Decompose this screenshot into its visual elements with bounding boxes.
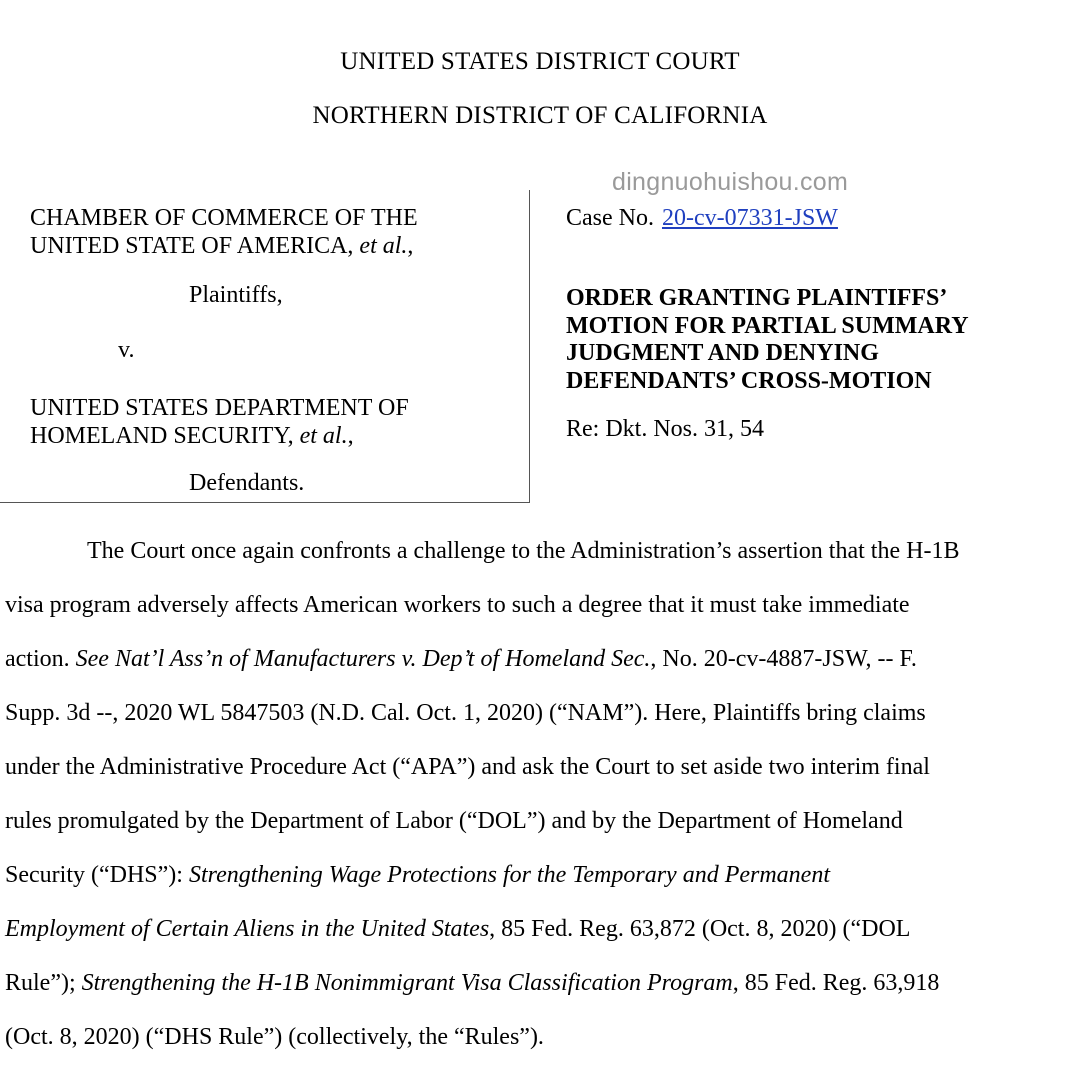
plaintiff-comma: , [407, 233, 414, 259]
body-line-7 [5, 848, 1077, 902]
defendant-name [30, 394, 409, 450]
body-line-5: under the Administrative Procedure Act (“APA”) and ask the Court to set aside two interim final [5, 754, 930, 780]
defendant-line-1: UNITED STATES DEPARTMENT OF [30, 395, 409, 421]
defendant-line-2: HOMELAND SECURITY, [30, 423, 300, 449]
docket-reference: Re: Dkt. Nos. 31, 54 [566, 416, 764, 442]
dol-rule-title-part-2: Employment of Certain Aliens in the United States [5, 916, 490, 942]
plaintiff-et-al: et al. [359, 233, 408, 259]
plaintiff-line-1: CHAMBER OF COMMERCE OF THE [30, 205, 418, 231]
body-line-1: The Court once again confronts a challenge to the Administration’s assertion that the H-1B [87, 538, 960, 564]
citation-nam-case: See Nat’l Ass’n of Manufacturers v. Dep’t of Homeland Sec. [75, 646, 651, 672]
court-name: UNITED STATES DISTRICT COURT [340, 48, 740, 75]
defendant-et-al: et al. [299, 423, 348, 449]
versus-label: v. [118, 337, 135, 363]
body-line-2: visa program adversely affects American workers to such a degree that it must take immediate [5, 592, 910, 618]
plaintiffs-label: Plaintiffs, [189, 282, 283, 308]
body-line-8-b: , 85 Fed. Reg. 63,872 (Oct. 8, 2020) (“DOL [489, 916, 911, 942]
body-line-6: rules promulgated by the Department of Labor (“DOL”) and by the Department of Homeland [5, 808, 903, 834]
body-line-9-a: Rule”); [5, 970, 82, 996]
defendants-label: Defendants. [189, 470, 305, 496]
order-title-line-4: DEFENDANTS’ CROSS-MOTION [566, 367, 932, 394]
dol-rule-title-part-1: Strengthening Wage Protections for the Temporary and Permanent [188, 862, 831, 888]
body-line-7-a: Security (“DHS”): [5, 862, 189, 888]
order-body-paragraph [5, 524, 1077, 1064]
defendant-comma: , [347, 423, 354, 449]
order-title-line-2: MOTION FOR PARTIAL SUMMARY [566, 312, 969, 339]
order-title [566, 285, 1066, 395]
dhs-rule-title: Strengthening the H-1B Nonimmigrant Visa Classification Program [81, 970, 733, 996]
plaintiff-name [30, 204, 418, 260]
body-line-8 [5, 902, 1077, 956]
body-line-4: Supp. 3d --, 2020 WL 5847503 (N.D. Cal. Oct. 1, 2020) (“NAM”). Here, Plaintiffs bring claims [5, 700, 926, 726]
body-line-3 [5, 632, 1077, 686]
case-number-link[interactable]: 20-cv-07331-JSW [661, 205, 838, 231]
watermark-text: dingnuohuishou.com [612, 168, 849, 196]
order-title-line-3: JUDGMENT AND DENYING [566, 340, 879, 366]
body-line-10: (Oct. 8, 2020) (“DHS Rule”) (collectively, the “Rules”). [5, 1024, 544, 1050]
body-line-9 [5, 956, 1077, 1010]
plaintiff-line-2: UNITED STATE OF AMERICA, [30, 233, 360, 259]
body-line-3-a: action. [5, 646, 76, 672]
case-number-line [566, 204, 838, 232]
case-number-label: Case No. [566, 205, 654, 231]
body-line-3-b: , No. 20-cv-4887-JSW, -- F. [650, 646, 917, 672]
order-title-line-1: ORDER GRANTING PLAINTIFFS’ [566, 285, 948, 311]
court-district: NORTHERN DISTRICT OF CALIFORNIA [312, 102, 768, 129]
case-caption-box [0, 190, 530, 503]
body-line-9-b: , 85 Fed. Reg. 63,918 [732, 970, 940, 996]
